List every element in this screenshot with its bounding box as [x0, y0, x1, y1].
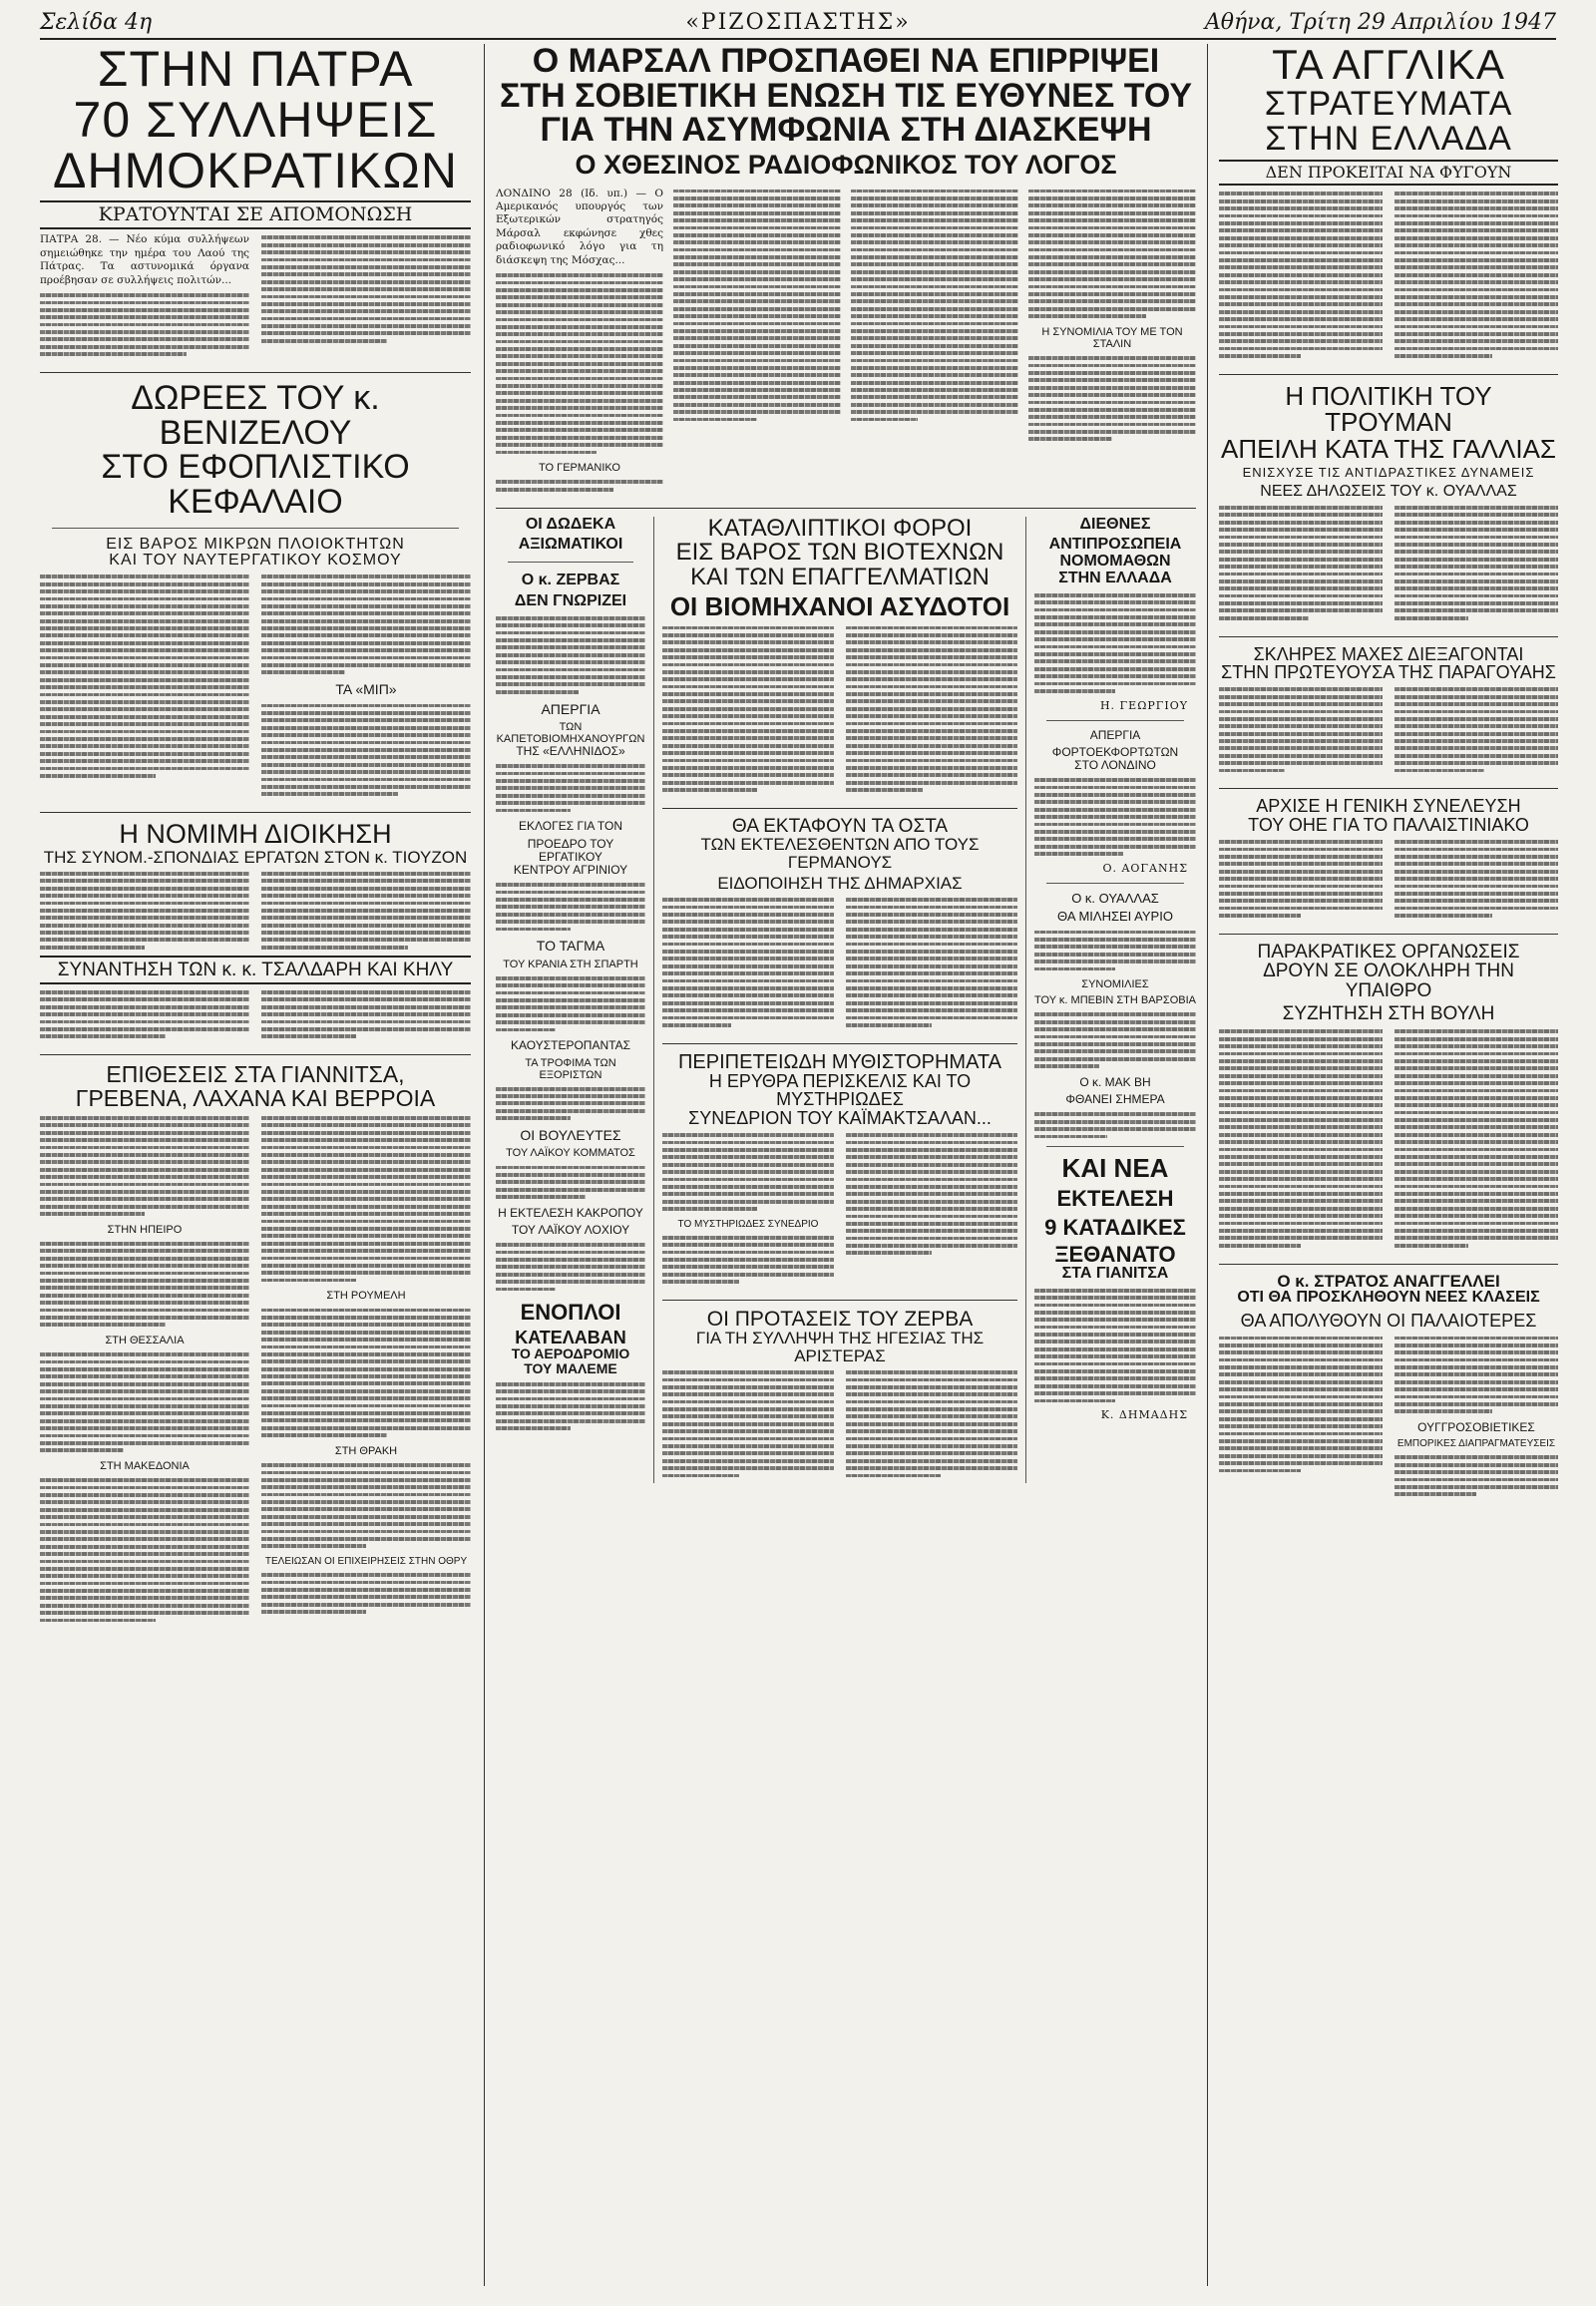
article-kaoustere: [496, 1039, 645, 1120]
divider: [40, 372, 471, 373]
text-lines: [40, 872, 249, 950]
text-lines: [496, 883, 645, 931]
headline: ΣΥΝΑΝΤΗΣΗ ΤΩΝ κ. κ. ΤΣΑΛΔΑΡΗ ΚΑΙ ΚΗΛΥ: [40, 956, 471, 984]
subheadline: ΕΙΣ ΒΑΡΟΣ ΜΙΚΡΩΝ ΠΛΟΙΟΚΤΗΤΩΝ: [106, 535, 405, 553]
headline: ΚΑΟΥΣΤΕΡΟΠΑΝΤΑΣ: [511, 1038, 630, 1053]
headline: ΓΡΕΒΕΝΑ, ΛΑΧΑΝΑ ΚΑΙ ΒΕΡΡΟΙΑ: [75, 1084, 436, 1111]
divider: [1219, 636, 1558, 637]
text-lines: [496, 1087, 645, 1120]
subheadline: ΕΝΙΣΧΥΣΕ ΤΙΣ ΑΝΤΙΔΡΑΣΤΙΚΕΣ ΔΥΝΑΜΕΙΣ: [1242, 465, 1535, 481]
text-lines: [1219, 506, 1383, 620]
headline: ΚΕΝΤΡΟΥ ΑΓΡΙΝΙΟΥ: [513, 862, 628, 877]
section-label: ΤΟ ΓΕΡΜΑΝΙΚΟ: [539, 462, 620, 475]
center-right-column: [1025, 517, 1196, 1484]
text-lines: [496, 764, 645, 812]
text-lines: [261, 1309, 471, 1437]
article-truman: [1219, 380, 1558, 626]
author-signature: Η. ΓΕΩΡΓΙΟΥ: [1099, 698, 1188, 712]
section-label: ΣΤΗ ΘΡΑΚΗ: [334, 1445, 398, 1458]
text-lines: [662, 1133, 834, 1211]
divider: [1046, 720, 1184, 721]
article-apergia-ellinidos: [496, 702, 645, 813]
headline: ΤΩΝ ΚΑΠΕΤΟΒΙΟΜΗΧΑΝΟΥΡΓΩΝ: [496, 720, 645, 745]
divider: [1046, 883, 1184, 884]
headline: ΚΑΙ ΝΕΑ: [1061, 1153, 1169, 1184]
text-lines: [846, 1133, 1017, 1284]
headline: ΑΠΕΙΛΗ ΚΑΤΑ ΤΗΣ ΓΑΛΛΙΑΣ: [1220, 433, 1557, 464]
subheadline: ΚΑΙ ΤΟΥ ΝΑΥΤΕΡΓΑΤΙΚΟΥ ΚΟΣΜΟΥ: [109, 552, 402, 570]
page-number: Σελίδα 4η: [40, 10, 153, 35]
text-lines: [1034, 778, 1196, 856]
headline: ΤΟ ΤΑΓΜΑ: [536, 938, 605, 955]
headline: ΔΕΝ ΓΝΩΡΙΖΕΙ: [514, 592, 627, 610]
right-column: [1219, 44, 1558, 2290]
article-tsaldaris: [40, 956, 471, 1045]
text-lines: [496, 616, 645, 694]
subheadline: ΤΗΣ ΣΥΝΟΜ.-ΣΠΟΝΔΙΑΣ ΕΡΓΑΤΩΝ ΣΤΟΝ κ. ΤΙΟΥΖΟΝ: [43, 847, 468, 867]
text-lines: [40, 990, 249, 1038]
article-stratos: [1219, 1273, 1558, 1503]
text-lines: [1395, 687, 1558, 772]
headline: Ο κ. ΜΑΚ ΒΗ: [1079, 1075, 1151, 1090]
text-lines: [496, 1243, 645, 1291]
headline: ΤΑ ΤΡΟΦΙΜΑ ΤΩΝ ΕΞΟΡΙΣΤΩΝ: [525, 1056, 616, 1081]
divider: [40, 1054, 471, 1055]
divider: [662, 1300, 1017, 1301]
headline: ΚΑΙ ΤΩΝ ΕΠΑΓΓΕΛΜΑΤΙΩΝ: [690, 563, 990, 590]
text-lines: [261, 1463, 471, 1548]
article-paraguay: [1219, 645, 1558, 779]
article-epitheseis: [40, 1063, 471, 1628]
headline: ΤΟΥ ΚΡΑΝΙΑ ΣΤΗ ΣΠΑΡΤΗ: [503, 958, 638, 970]
headline: ΣΤΟ ΕΦΟΠΛΙΣΤΙΚΟ ΚΕΦΑΛΑΙΟ: [101, 448, 410, 522]
headline: ΕΜΠΟΡΙΚΕΣ ΔΙΑΠΡΑΓΜΑΤΕΥΣΕΙΣ: [1396, 1438, 1556, 1450]
text-lines: [846, 898, 1017, 1026]
text-lines: [496, 1382, 645, 1430]
text-lines: [496, 480, 663, 491]
headline: ΔΙΕΘΝΕΣ: [1079, 515, 1151, 533]
subheadline: ΝΕΕΣ ΔΗΛΩΣΕΙΣ ΤΟΥ κ. ΟΥΑΛΛΑΣ: [1260, 482, 1517, 500]
divider: [508, 562, 633, 563]
headline: Ο κ. ΣΤΡΑΤΟΣ ΑΝΑΓΓΕΛΛΕΙ: [1277, 1271, 1500, 1291]
text-lines: [40, 1478, 249, 1622]
headline: ΔΡΟΥΝ ΣΕ ΟΛΟΚΛΗΡΗ ΤΗΝ ΥΠΑΙΘΡΟ: [1263, 961, 1514, 1001]
divider: [40, 812, 471, 813]
divider: [1219, 788, 1558, 789]
subheadline: ΚΡΑΤΟΥΝΤΑΙ ΣΕ ΑΠΟΜΟΝΩΣΗ: [40, 200, 471, 229]
text-lines: [261, 704, 471, 796]
text-lines: [662, 898, 834, 1026]
headline: 9 ΚΑΤΑΔΙΚΕΣ: [1044, 1214, 1186, 1240]
text-lines: [1219, 687, 1383, 772]
article-protaseis: [662, 1309, 1017, 1483]
article-venizelos: [40, 381, 471, 802]
headline: ΦΟΡΤΟΕΚΦΟΡΤΩΤΩΝ: [1051, 744, 1179, 759]
headline: ΣΥΝΟΜΙΛΙΕΣ: [1081, 978, 1149, 991]
divider: [1219, 374, 1558, 375]
headline: ΟΙ ΒΙΟΜΗΧΑΝΟΙ ΑΣΥΔΟΤΟΙ: [669, 591, 1010, 622]
text-lines: [1395, 1455, 1558, 1496]
headline: ΣΤΡΑΤΕΥΜΑΤΑ: [1264, 84, 1513, 123]
article-mpevin: [1034, 978, 1196, 1068]
text-lines: [1028, 356, 1196, 441]
subheadline: ΣΥΖΗΤΗΣΗ ΣΤΗ ΒΟΥΛΗ: [1282, 1003, 1495, 1024]
headline: ΤΟΥ ΛΑΪΚΟΥ ΚΟΜΜΑΤΟΣ: [506, 1147, 635, 1160]
text-lines: [1219, 1337, 1383, 1497]
text-lines: [1028, 190, 1196, 318]
text-lines: [1395, 840, 1558, 918]
divider: [662, 808, 1017, 809]
text-lines: [673, 190, 841, 422]
subheadline: ΔΕΝ ΠΡΟΚΕΙΤΑΙ ΝΑ ΦΥΓΟΥΝ: [1219, 160, 1558, 186]
article-dodeka: [496, 517, 645, 694]
headline: ΟΙ ΒΟΥΛΕΥΤΕΣ: [520, 1127, 621, 1144]
headline: ΣΚΛΗΡΕΣ ΜΑΧΕΣ ΔΙΕΞΑΓΟΝΤΑΙ: [1253, 643, 1524, 664]
headline: ΤΗΣ «ΕΛΛΗΝΙΔΟΣ»: [516, 744, 625, 759]
headline: ΣΤΗΝ ΕΛΛΑΔΑ: [1265, 119, 1512, 158]
headline: ΕΙΣ ΒΑΡΟΣ ΤΩΝ ΒΙΟΤΕΧΝΩΝ: [675, 539, 1004, 567]
headline: Ο κ. ΟΥΑΛΛΑΣ: [1071, 890, 1159, 906]
newspaper-name: «ΡΙΖΟΣΠΑΣΤΗΣ»: [685, 10, 911, 35]
headline: ΞΕΘΑΝΑΤΟ: [1054, 1241, 1176, 1267]
article-kairopei: [496, 1207, 645, 1292]
headline: 70 ΣΥΛΛΗΨΕΙΣ: [73, 92, 438, 148]
headline: Η ΕΚΤΕΛΕΣΗ ΚΑΚΡΟΠΟΥ: [498, 1205, 643, 1220]
text-lines: [1219, 840, 1383, 918]
text-lines: [40, 575, 249, 796]
text-lines: [846, 626, 1017, 792]
text-lines: [1219, 192, 1383, 357]
headline: ΑΝΤΙΠΡΟΣΩΠΕΙΑ: [1048, 536, 1182, 554]
headline: Ο κ. ΖΕΡΒΑΣ: [521, 572, 620, 589]
headline: ΟΥΓΓΡΟΣΟΒΙΕΤΙΚΕΣ: [1417, 1420, 1535, 1435]
text-lines: [261, 990, 471, 1038]
article-ekloges: [496, 820, 645, 931]
text-lines: [1034, 1289, 1196, 1403]
headline: ΓΙΑ ΤΗ ΣΥΛΛΗΨΗ ΤΗΣ ΗΓΕΣΙΑΣ ΤΗΣ ΑΡΙΣΤΕΡΑΣ: [695, 1329, 985, 1365]
divider: [496, 508, 1196, 509]
article-enoploi: [496, 1301, 645, 1430]
author-signature: Κ. ΔΗΜΑΔΗΣ: [1100, 1408, 1188, 1422]
article-parakratikes: [1219, 943, 1558, 1254]
headline: ΑΠΕΡΓΙΑ: [541, 700, 600, 717]
center-narrow-column: [496, 517, 645, 1484]
section-label: Η ΣΥΝΟΜΙΛΙΑ ΤΟΥ ΜΕ ΤΟΝ ΣΤΑΛΙΝ: [1041, 325, 1183, 351]
column-rule: [1207, 44, 1208, 2286]
text-lines: [1034, 1112, 1196, 1138]
text-lines: [261, 1573, 471, 1614]
center-wide-column: [653, 514, 1017, 1484]
section-label: ΤΟ ΜΥΣΤΗΡΙΩΔΕΣ ΣΥΝΕΔΡΙΟ: [677, 1218, 819, 1230]
text-lines: [1395, 1337, 1558, 1414]
headline: ΣΤΟ ΛΟΝΔΙΝΟ: [1074, 758, 1156, 773]
headline: Η ΝΟΜΙΜΗ ΔΙΟΙΚΗΣΗ: [119, 819, 392, 850]
article-tagma: [496, 939, 645, 1031]
text-lines: [40, 1242, 249, 1327]
headline: ΕΚΤΕΛΕΣΗ: [1056, 1185, 1174, 1211]
headline: ΠΡΟΕΔΡΟ ΤΟΥ ΕΡΓΑΤΙΚΟΥ: [527, 836, 614, 864]
headline: ΟΙ ΠΡΟΤΑΣΕΙΣ ΤΟΥ ΖΕΡΒΑ: [706, 1308, 974, 1332]
headline: ΕΝΟΠΛΟΙ: [520, 1300, 621, 1326]
article-voulevtes: [496, 1128, 645, 1199]
headline: ΤΟΥ ΟΗΕ ΓΙΑ ΤΟ ΠΑΛΑΙΣΤΙΝΙΑΚΟ: [1248, 814, 1529, 835]
divider: [662, 1043, 1017, 1044]
subheadline: ΘΑ ΑΠΟΛΥΘΟΥΝ ΟΙ ΠΑΛΑΙΟΤΕΡΕΣ: [1240, 1311, 1537, 1332]
article-diethnes: [1034, 517, 1196, 712]
headline: ΔΗΜΟΚΡΑΤΙΚΩΝ: [53, 143, 458, 198]
text-lines: [1034, 593, 1196, 693]
headline: ΟΤΙ ΘΑ ΠΡΟΣΚΛΗΘΟΥΝ ΝΕΕΣ ΚΛΑΣΕΙΣ: [1237, 1288, 1540, 1306]
text-lines: [662, 1370, 834, 1477]
headline: ΤΟΥ ΛΑΪΚΟΥ ΛΟΧΙΟΥ: [511, 1223, 630, 1238]
text-lines: [261, 1116, 471, 1282]
text-lines: [496, 273, 663, 454]
divider: [1046, 1146, 1184, 1147]
article-oie: [1219, 797, 1558, 923]
headline: ΠΕΡΙΠΕΤΕΙΩΔΗ ΜΥΘΙΣΤΟΡΗΜΑΤΑ: [677, 1050, 1002, 1073]
headline: ΟΙ ΔΩΔΕΚΑ: [525, 515, 616, 533]
headline: ΤΟΥ ΜΑΛΕΜΕ: [524, 1360, 617, 1377]
headline: ΚΑΤΕΛΑΒΑΝ: [515, 1327, 626, 1347]
headline: ΝΟΜΟΜΑΘΩΝ: [1059, 553, 1171, 571]
headline: ΣΤΑ ΓΙΑΝΙΤΣΑ: [1061, 1264, 1169, 1282]
text-lines: [1034, 1012, 1196, 1068]
headline: ΑΞΙΩΜΑΤΙΚΟΙ: [518, 536, 623, 554]
text-lines: [261, 872, 471, 950]
text-lines: [1395, 192, 1558, 357]
text-lines: [662, 626, 834, 792]
headline: ΕΠΙΘΕΣΕΙΣ ΣΤΑ ΓΙΑΝΝΙΤΣΑ,: [106, 1061, 405, 1088]
subheadline: ΕΙΔΟΠΟΙΗΣΗ ΤΗΣ ΔΗΜΑΡΧΙΑΣ: [717, 873, 963, 893]
text-lines: [40, 293, 249, 356]
headline: ΘΑ ΕΚΤΑΦΟΥΝ ΤΑ ΟΣΤΑ: [731, 815, 949, 837]
article-oualas: [1034, 892, 1196, 970]
section-label: ΣΤΗ ΜΑΚΕΔΟΝΙΑ: [100, 1460, 190, 1473]
article-ektelesi: [1034, 1155, 1196, 1421]
headline: ΘΑ ΜΙΛΗΣΕΙ ΑΥΡΙΟ: [1057, 909, 1173, 925]
headline: Η ΠΟΛΙΤΙΚΗ ΤΟΥ ΤΡΟΥΜΑΝ: [1285, 380, 1492, 438]
article-makvi: [1034, 1076, 1196, 1138]
divider: [1219, 1264, 1558, 1265]
text-lines: [851, 190, 1018, 422]
text-lines: [496, 976, 645, 1032]
article-patra: [40, 44, 471, 362]
text-lines: [261, 235, 471, 342]
text-lines: [261, 575, 471, 674]
headline: ΣΤΗΝ ΠΡΩΤΕΥΟΥΣΑ ΤΗΣ ΠΑΡΑΓΟΥΑΗΣ: [1221, 662, 1556, 682]
issue-date: Αθήνα, Τρίτη 29 Απριλίου 1947: [1204, 10, 1556, 35]
text-lines: [1219, 1029, 1383, 1247]
article-nomimi-dioikisi: [40, 821, 471, 956]
text-lines: [496, 1166, 645, 1199]
divider: [1219, 934, 1558, 935]
author-signature: Ο. ΑΟΓΑΝΗΣ: [1102, 861, 1188, 875]
headline: ΠΑΡΑΚΡΑΤΙΚΕΣ ΟΡΓΑΝΩΣΕΙΣ: [1257, 941, 1520, 962]
section-label: ΣΤΗ ΡΟΥΜΕΛΗ: [326, 1290, 406, 1303]
column-rule: [484, 44, 485, 2286]
text-lines: [40, 1352, 249, 1452]
divider: [52, 528, 459, 529]
article-fortoekfortotes: [1034, 729, 1196, 875]
headline: ΕΚΛΟΓΕΣ ΓΙΑ ΤΟΝ: [519, 819, 622, 834]
left-column: [40, 44, 471, 2290]
article-osta: [662, 817, 1017, 1033]
headline: ΤΟ ΑΕΡΟΔΡΟΜΙΟ: [511, 1345, 630, 1362]
text-lines: [1395, 506, 1558, 620]
headline: ΤΟΥ κ. ΜΠΕΒΙΝ ΣΤΗ ΒΑΡΣΟΒΙΑ: [1034, 994, 1196, 1007]
text-lines: [1395, 1029, 1558, 1247]
mini-headline: ΤΑ «ΜΙΠ»: [335, 681, 397, 698]
text-lines: [40, 1116, 249, 1216]
text-lines: [662, 1236, 834, 1284]
headline: ΤΑ ΑΓΓΛΙΚΑ: [1272, 44, 1505, 88]
headline: ΓΙΑ ΤΗΝ ΑΣΥΜΦΩΝΙΑ ΣΤΗ ΔΙΑΣΚΕΨΗ: [540, 111, 1152, 150]
headline: ΑΡΧΙΣΕ Η ΓΕΝΙΚΗ ΣΥΝΕΛΕΥΣΗ: [1256, 796, 1521, 817]
article-marshall: [496, 44, 1196, 498]
section-label: ΣΤΗΝ ΗΠΕΙΡΟ: [107, 1223, 183, 1236]
masthead: [40, 8, 1556, 40]
headline: ΣΤΗ ΣΟΒΙΕΤΙΚΗ ΕΝΩΣΗ ΤΙΣ ΕΥΘΥΝΕΣ ΤΟΥ: [499, 76, 1193, 115]
headline: ΑΠΕΡΓΙΑ: [1089, 727, 1141, 742]
text-lines: [1034, 931, 1196, 971]
text-lines: [846, 1370, 1017, 1477]
headline: ΤΩΝ ΕΚΤΕΛΕΣΘΕΝΤΩΝ ΑΠΟ ΤΟΥΣ ΓΕΡΜΑΝΟΥΣ: [700, 835, 980, 872]
article-foroi: [662, 514, 1017, 798]
headline: ΦΘΑΝΕΙ ΣΗΜΕΡΑ: [1065, 1092, 1165, 1107]
section-label: ΤΕΛΕΙΩΣΑΝ ΟΙ ΕΠΙΧΕΙΡΗΣΕΙΣ ΣΤΗΝ ΟΘΡΥ: [264, 1556, 468, 1568]
article-text: ΠΑΤΡΑ 28. — Νέο κύμα συλλήψεων σημειώθηκε την ημέρα του Λαού της Πάτρας. Τα αστυνομικά όργανα προέβησαν σε συλλήψεις πολιτών...: [40, 233, 249, 286]
headline: ΚΑΤΑΘΛΙΠΤΙΚΟΙ ΦΟΡΟΙ: [707, 514, 973, 542]
headline: ΔΩΡΕΕΣ ΤΟΥ κ. ΒΕΝΙΖΕΛΟΥ: [131, 379, 380, 452]
article-myth: [662, 1052, 1017, 1290]
article-anglika: [1219, 44, 1558, 364]
headline: Η ΕΡΥΘΡΑ ΠΕΡΙΣΚΕΛΙΣ ΚΑΙ ΤΟ ΜΥΣΤΗΡΙΩΔΕΣ: [708, 1071, 972, 1110]
section-label: ΣΤΗ ΘΕΣΣΑΛΙΑ: [105, 1335, 185, 1347]
headline: Ο ΜΑΡΣΑΛ ΠΡΟΣΠΑΘΕΙ ΝΑ ΕΠΙΡΡΙΨΕΙ: [532, 44, 1160, 80]
headline: ΣΤΗΝ ΕΛΛΑΔΑ: [1058, 570, 1172, 587]
headline: ΣΤΗΝ ΠΑΤΡΑ: [97, 44, 414, 97]
subheadline: Ο ΧΘΕΣΙΝΟΣ ΡΑΔΙΟΦΩΝΙΚΟΣ ΤΟΥ ΛΟΓΟΣ: [575, 150, 1117, 181]
article-text: ΛΟΝΔΙΝΟ 28 (Ιδ. υπ.) — Ο Αμερικανός υπουργός των Εξωτερικών στρατηγός Μάρσαλ εκφώνησε χθες ραδιοφωνικό λόγο για τη διάσκεψη της Μόσχας...: [496, 187, 663, 266]
center-column: [496, 44, 1196, 2290]
headline: ΣΥΝΕΔΡΙΟΝ ΤΟΥ ΚΑΪΜΑΚΤΣΑΛΑΝ...: [688, 1107, 992, 1128]
